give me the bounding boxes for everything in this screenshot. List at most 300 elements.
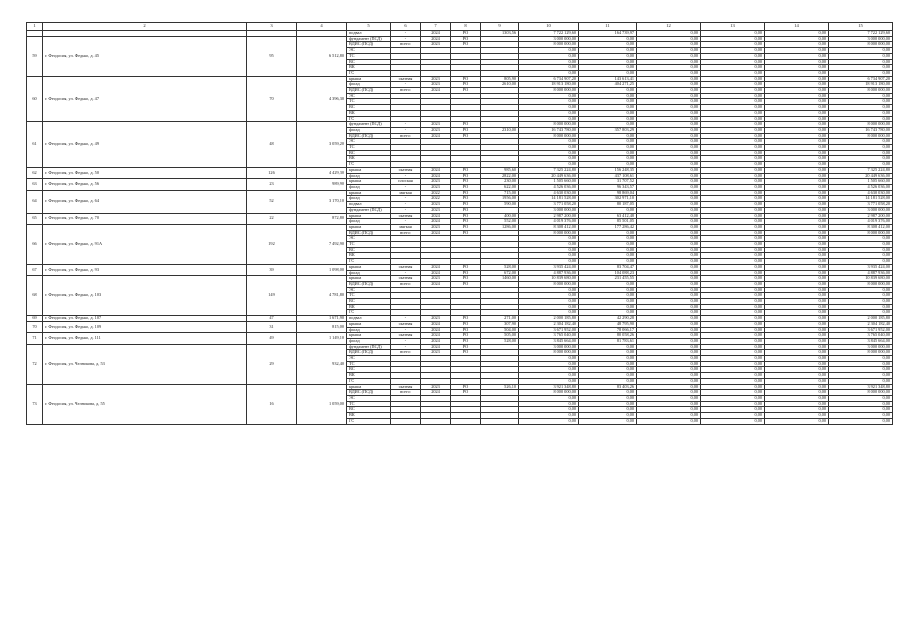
table-cell: 0,00: [765, 116, 829, 122]
table-cell: 0,00: [765, 65, 829, 71]
table-cell: РО: [451, 224, 481, 230]
table-cell: 0,00: [579, 242, 637, 248]
table-cell: 0,00: [701, 361, 765, 367]
table-cell: 4 630 030,00: [519, 190, 579, 196]
table-cell: 0,00: [829, 99, 893, 105]
table-cell: 2022: [421, 196, 451, 202]
table-cell: РО: [451, 36, 481, 42]
table-cell: 0,00: [579, 88, 637, 94]
table-cell: 0,00: [829, 356, 893, 362]
table-cell: ВК: [347, 373, 391, 379]
table-cell: 0,00: [637, 327, 701, 333]
table-cell: 0,00: [829, 304, 893, 310]
table-cell: фасад: [347, 338, 391, 344]
table-cell: -: [391, 31, 421, 37]
table-cell: [391, 418, 421, 424]
table-cell: 0,00: [829, 105, 893, 111]
table-cell: 8 000 000,00: [829, 350, 893, 356]
table-cell: 8 000 000,00: [829, 281, 893, 287]
table-cell: 0,00: [519, 418, 579, 424]
table-cell: 2023: [421, 82, 451, 88]
table-cell: 2024: [421, 264, 451, 270]
table-cell: 83 403,26: [579, 384, 637, 390]
building-area: 989,90: [297, 179, 347, 190]
table-cell: 0,00: [701, 287, 765, 293]
table-cell: 0,00: [519, 116, 579, 122]
table-cell: 0,00: [637, 413, 701, 419]
table-cell: 4 019 376,00: [829, 219, 893, 225]
table-cell: мягкая: [391, 224, 421, 230]
table-cell: 0,00: [701, 276, 765, 282]
table-cell: 0,00: [701, 350, 765, 356]
table-cell: фасад: [347, 196, 391, 202]
table-cell: 230,00: [481, 179, 519, 185]
table-cell: 0,00: [637, 31, 701, 37]
table-cell: 0,00: [701, 401, 765, 407]
table-cell: 0,00: [637, 202, 701, 208]
table-cell: 0,00: [637, 99, 701, 105]
table-cell: 0,00: [765, 207, 829, 213]
table-cell: ТС: [347, 361, 391, 367]
table-cell: 0,00: [765, 93, 829, 99]
table-cell: 96 343,57: [579, 184, 637, 190]
table-cell: 14 181 528,00: [829, 196, 893, 202]
table-cell: 0,00: [701, 247, 765, 253]
row-number: 64: [27, 190, 43, 213]
table-cell: 0,00: [579, 390, 637, 396]
table-cell: 1 505 660,00: [829, 179, 893, 185]
table-cell: 10 839 680,00: [519, 276, 579, 282]
table-cell: ЭС: [347, 236, 391, 242]
table-cell: -: [391, 36, 421, 42]
table-cell: 0,00: [829, 407, 893, 413]
table-cell: РО: [451, 196, 481, 202]
table-cell: 7 325 224,80: [519, 167, 579, 173]
table-cell: 3 765 040,00: [829, 333, 893, 339]
col-header: 15: [829, 23, 893, 31]
table-cell: 0,00: [519, 70, 579, 76]
data-table: [26, 22, 893, 425]
table-cell: 0,00: [579, 48, 637, 54]
table-cell: 271,00: [481, 316, 519, 322]
table-cell: -: [391, 127, 421, 133]
table-cell: 0,00: [701, 293, 765, 299]
table-cell: РО: [451, 230, 481, 236]
apartments-count: 48: [247, 122, 297, 168]
table-cell: 3 671 952,00: [519, 327, 579, 333]
building-address: г. Феодосия, ул. Челнокова, д. 55: [43, 384, 247, 424]
table-cell: крыша: [347, 224, 391, 230]
table-cell: 0,00: [701, 59, 765, 65]
table-cell: 0,00: [829, 293, 893, 299]
table-cell: -: [391, 344, 421, 350]
table-cell: 0,00: [579, 247, 637, 253]
table-cell: 8 000 000,00: [829, 42, 893, 48]
table-cell: ВК: [347, 156, 391, 162]
table-cell: 0,00: [519, 145, 579, 151]
table-cell: 0,00: [579, 367, 637, 373]
table-cell: 0,00: [829, 48, 893, 54]
table-cell: 0,00: [765, 110, 829, 116]
table-cell: 0,00: [519, 259, 579, 265]
table-cell: 3 000 000,00: [829, 207, 893, 213]
table-cell: 404 271,25: [579, 82, 637, 88]
table-cell: 0,00: [765, 88, 829, 94]
table-cell: 0,00: [765, 367, 829, 373]
table-cell: 0,00: [765, 139, 829, 145]
apartments-count: 23: [247, 179, 297, 190]
table-cell: 2024: [421, 270, 451, 276]
table-cell: 8 000 000,00: [519, 350, 579, 356]
table-cell: 528,00: [481, 338, 519, 344]
table-cell: ТС: [347, 53, 391, 59]
apartments-count: 31: [247, 321, 297, 332]
table-cell: 2023: [421, 76, 451, 82]
table-cell: 0,00: [829, 156, 893, 162]
table-cell: ТС: [347, 99, 391, 105]
table-cell: 0,00: [765, 264, 829, 270]
table-cell: 2024: [421, 31, 451, 37]
table-cell: 0,00: [579, 122, 637, 128]
table-cell: ГС: [347, 116, 391, 122]
table-cell: 0,00: [829, 361, 893, 367]
table-cell: крыша: [347, 321, 391, 327]
table-cell: 3 845 664,00: [829, 338, 893, 344]
table-cell: 0,00: [519, 242, 579, 248]
table-cell: 0,00: [701, 367, 765, 373]
table-cell: ВС: [347, 407, 391, 413]
table-cell: 3 771 058,20: [829, 202, 893, 208]
table-cell: 0,00: [829, 299, 893, 305]
table-cell: -: [391, 327, 421, 333]
table-cell: 0,00: [637, 156, 701, 162]
table-cell: 0,00: [765, 338, 829, 344]
table-cell: фундамент (ПСД): [347, 36, 391, 42]
table-cell: 0,00: [579, 133, 637, 139]
table-cell: фундамент (ПСД): [347, 122, 391, 128]
table-cell: 0,00: [579, 350, 637, 356]
table-cell: скатная: [391, 276, 421, 282]
table-cell: 0,00: [765, 219, 829, 225]
table-cell: 0,00: [637, 304, 701, 310]
table-cell: 0,00: [701, 407, 765, 413]
table-cell: 0,00: [701, 338, 765, 344]
table-cell: плоская: [391, 179, 421, 185]
table-cell: 0,00: [579, 304, 637, 310]
table-cell: 0,00: [519, 361, 579, 367]
table-cell: 0,00: [637, 116, 701, 122]
table-cell: 0,00: [765, 293, 829, 299]
table-cell: 0,00: [765, 99, 829, 105]
table-cell: 590,00: [481, 202, 519, 208]
table-cell: ГС: [347, 378, 391, 384]
table-cell: 0,00: [829, 116, 893, 122]
table-cell: ТС: [347, 293, 391, 299]
table-cell: крыша: [347, 264, 391, 270]
table-cell: 2024: [421, 36, 451, 42]
table-cell: 0,00: [519, 156, 579, 162]
table-cell: 3 000 000,00: [519, 36, 579, 42]
table-cell: 3 935 424,00: [519, 264, 579, 270]
table-cell: подвал: [347, 316, 391, 322]
table-cell: крыша: [347, 190, 391, 196]
table-cell: РО: [451, 338, 481, 344]
table-cell: крыша: [347, 213, 391, 219]
table-cell: РО: [451, 179, 481, 185]
table-cell: РО: [451, 207, 481, 213]
table-cell: скатная: [391, 264, 421, 270]
table-cell: 0,00: [701, 116, 765, 122]
table-cell: 0,00: [701, 270, 765, 276]
table-cell: 0,00: [519, 413, 579, 419]
table-cell: 4 019 376,00: [519, 219, 579, 225]
table-cell: 2023: [421, 316, 451, 322]
table-cell: 0,00: [579, 70, 637, 76]
table-cell: ВДИС (ПСД): [347, 88, 391, 94]
table-cell: скатная: [391, 167, 421, 173]
table-cell: скатная: [391, 321, 421, 327]
table-cell: 0,00: [579, 110, 637, 116]
table-cell: 0,00: [701, 230, 765, 236]
table-cell: 0,00: [701, 316, 765, 322]
table-cell: -: [391, 184, 421, 190]
row-number: 67: [27, 264, 43, 275]
apartments-count: 49: [247, 333, 297, 344]
table-cell: 0,00: [701, 373, 765, 379]
table-cell: 8 308 412,00: [829, 224, 893, 230]
table-cell: 0,00: [829, 70, 893, 76]
row-number: 59: [27, 36, 43, 76]
table-cell: 0,00: [579, 344, 637, 350]
table-cell: 307,90: [481, 321, 519, 327]
table-cell: [421, 418, 451, 424]
table-cell: 2023: [421, 122, 451, 128]
table-cell: 0,00: [579, 36, 637, 42]
table-cell: 2022: [421, 190, 451, 196]
table-cell: ВК: [347, 253, 391, 259]
table-cell: 104 088,23: [579, 270, 637, 276]
table-cell: 0,00: [829, 110, 893, 116]
building-area: 872,80: [297, 213, 347, 224]
table-cell: 3 671 952,00: [829, 327, 893, 333]
table-cell: 0,00: [765, 42, 829, 48]
table-cell: 8 000 000,00: [519, 133, 579, 139]
table-cell: 0,00: [701, 36, 765, 42]
row-number: 65: [27, 213, 43, 224]
table-cell: 2023: [421, 179, 451, 185]
table-cell: ВС: [347, 299, 391, 305]
table-cell: 0,00: [765, 390, 829, 396]
table-cell: 0,00: [829, 53, 893, 59]
table-cell: 0,00: [765, 356, 829, 362]
table-cell: 0,00: [637, 230, 701, 236]
table-cell: 0,00: [765, 105, 829, 111]
table-cell: 0,00: [701, 299, 765, 305]
table-cell: 985,60: [481, 167, 519, 173]
table-cell: 0,00: [765, 76, 829, 82]
table-cell: 0,00: [637, 276, 701, 282]
table-cell: 0,00: [765, 122, 829, 128]
table-cell: [451, 418, 481, 424]
table-cell: 0,00: [765, 327, 829, 333]
table-cell: 0,00: [637, 133, 701, 139]
table-cell: крыша: [347, 333, 391, 339]
building-address: г. Феодосия, ул. Федько, д. 111: [43, 333, 247, 344]
table-cell: 0,00: [701, 105, 765, 111]
building-area: 1 671,90: [297, 316, 347, 322]
table-cell: 0,00: [701, 139, 765, 145]
table-cell: 622,00: [481, 184, 519, 190]
table-cell: мягкая: [391, 190, 421, 196]
table-cell: 0,00: [637, 242, 701, 248]
table-cell: 0,00: [829, 413, 893, 419]
table-cell: всего:: [391, 133, 421, 139]
table-cell: 0,00: [765, 162, 829, 168]
table-cell: 715,00: [481, 190, 519, 196]
table-cell: РО: [451, 333, 481, 339]
table-cell: 0,00: [519, 247, 579, 253]
table-cell: 0,00: [765, 287, 829, 293]
table-cell: 0,00: [579, 401, 637, 407]
table-cell: 0,00: [701, 179, 765, 185]
table-cell: крыша: [347, 179, 391, 185]
table-cell: 0,00: [519, 236, 579, 242]
table-cell: РО: [451, 344, 481, 350]
table-cell: ЭС: [347, 139, 391, 145]
table-cell: 302 971,10: [579, 196, 637, 202]
table-cell: 0,00: [765, 361, 829, 367]
table-cell: 0,00: [765, 418, 829, 424]
row-number: 71: [27, 333, 43, 344]
apartments-count: 29: [247, 344, 297, 384]
table-cell: 0,00: [701, 184, 765, 190]
table-cell: 0,00: [765, 407, 829, 413]
table-cell: 83 704,47: [579, 264, 637, 270]
building-area: 1 059,00: [297, 384, 347, 424]
table-cell: 0,00: [637, 36, 701, 42]
table-cell: 0,00: [579, 150, 637, 156]
table-cell: 0,00: [579, 207, 637, 213]
row-number: 68: [27, 276, 43, 316]
table-cell: РО: [451, 31, 481, 37]
table-cell: 14 181 528,00: [519, 196, 579, 202]
table-cell: 1303,56: [481, 31, 519, 37]
row-number: 63: [27, 179, 43, 190]
table-cell: РО: [451, 213, 481, 219]
table-cell: РО: [451, 173, 481, 179]
table-cell: 0,00: [519, 396, 579, 402]
table-cell: 0,00: [637, 53, 701, 59]
table-cell: РО: [451, 316, 481, 322]
table-cell: 0,00: [519, 105, 579, 111]
table-cell: 7 325 224,80: [829, 167, 893, 173]
table-cell: 0,00: [637, 299, 701, 305]
apartments-count: 126: [247, 167, 297, 178]
table-cell: 2023: [421, 276, 451, 282]
building-address: г. Феодосия, ул. Федько, д. 45: [43, 36, 247, 76]
table-cell: 2024: [421, 338, 451, 344]
table-cell: 0,00: [701, 110, 765, 116]
table-cell: РО: [451, 350, 481, 356]
table-cell: 2024: [421, 321, 451, 327]
table-cell: 0,00: [579, 281, 637, 287]
table-cell: 0,00: [765, 202, 829, 208]
table-cell: 805,90: [481, 76, 519, 82]
table-cell: 0,00: [765, 401, 829, 407]
building-address: г. Феодосия, ул. Федько, д. 109: [43, 321, 247, 332]
table-cell: 3 000 000,00: [829, 344, 893, 350]
table-cell: 0,00: [579, 65, 637, 71]
table-cell: 4 887 936,00: [829, 270, 893, 276]
table-cell: 4 630 030,00: [829, 190, 893, 196]
table-cell: 80 058,26: [579, 333, 637, 339]
table-cell: ГС: [347, 70, 391, 76]
table-cell: 0,00: [637, 145, 701, 151]
table-cell: 0,00: [579, 53, 637, 59]
table-cell: ВК: [347, 304, 391, 310]
table-cell: 2024: [421, 133, 451, 139]
table-cell: 0,00: [637, 259, 701, 265]
table-cell: фасад: [347, 327, 391, 333]
table-cell: 0,00: [829, 139, 893, 145]
col-header: 13: [701, 23, 765, 31]
table-cell: РО: [451, 122, 481, 128]
building-address: г. Феодосия, ул. Федько, д. 91А: [43, 224, 247, 264]
table-cell: 0,00: [765, 184, 829, 190]
apartments-count: 22: [247, 213, 297, 224]
table-cell: 0,00: [519, 110, 579, 116]
table-cell: 0,00: [701, 48, 765, 54]
table-cell: 0,00: [637, 139, 701, 145]
table-cell: крыша: [347, 384, 391, 390]
table-cell: 0,00: [637, 179, 701, 185]
table-cell: 3 000 000,00: [519, 207, 579, 213]
table-cell: 7 722 129,60: [519, 31, 579, 37]
table-cell: 2023: [421, 127, 451, 133]
table-cell: 1286,00: [481, 224, 519, 230]
table-cell: 0,00: [829, 418, 893, 424]
table-cell: 7 722 129,60: [829, 31, 893, 37]
table-cell: 0,00: [637, 418, 701, 424]
table-cell: РО: [451, 133, 481, 139]
table-cell: -: [391, 173, 421, 179]
table-cell: 526,10: [481, 384, 519, 390]
table-cell: 0,00: [765, 259, 829, 265]
table-cell: 3 765 040,00: [519, 333, 579, 339]
table-cell: 0,00: [829, 287, 893, 293]
table-cell: 0,00: [637, 65, 701, 71]
table-cell: 0,00: [701, 253, 765, 259]
table-cell: фундамент (ПСД): [347, 344, 391, 350]
building-area: 4 429,30: [297, 167, 347, 178]
table-cell: скатная: [391, 213, 421, 219]
table-cell: 0,00: [829, 253, 893, 259]
table-cell: 0,00: [637, 207, 701, 213]
table-cell: 0,00: [765, 270, 829, 276]
table-cell: 3 771 058,20: [519, 202, 579, 208]
table-cell: 20 449 636,00: [829, 173, 893, 179]
table-cell: 0,00: [579, 105, 637, 111]
row-number: 69: [27, 316, 43, 322]
table-cell: 0,00: [765, 242, 829, 248]
table-cell: 0,00: [829, 259, 893, 265]
table-cell: всего:: [391, 281, 421, 287]
table-cell: 0,00: [765, 396, 829, 402]
table-cell: 4 526 036,00: [829, 184, 893, 190]
apartments-count: 149: [247, 276, 297, 316]
building-area: 815,00: [297, 321, 347, 332]
table-cell: -: [391, 207, 421, 213]
